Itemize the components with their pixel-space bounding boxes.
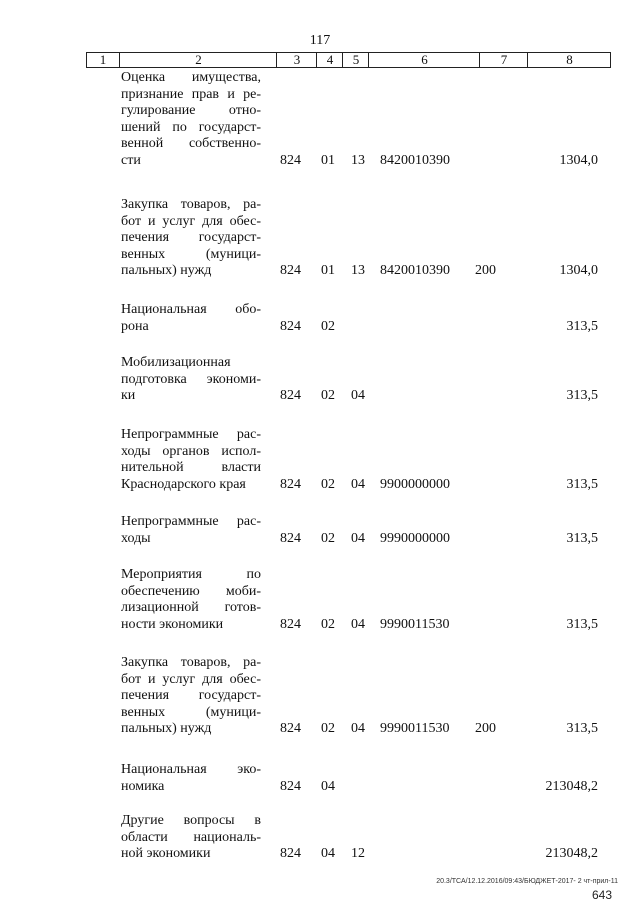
- cell-pr: 13: [351, 263, 365, 278]
- cell-rz: 02: [321, 616, 335, 632]
- description-line: бот и услуг для обес-: [121, 213, 261, 229]
- cell-sum: 1304,0: [559, 263, 598, 278]
- description-line: печения государст-: [121, 688, 261, 703]
- cell-pr: 04: [351, 616, 365, 632]
- cell-sum: 313,5: [566, 721, 598, 736]
- header-col-2: 2: [119, 53, 277, 67]
- header-col-4: 4: [316, 53, 343, 67]
- cell-sum: 213048,2: [545, 846, 598, 861]
- cell-sum: 313,5: [566, 476, 598, 492]
- description-line: Мероприятия по: [121, 567, 261, 582]
- cell-pr: 12: [351, 846, 365, 861]
- description-line: печения государст-: [121, 230, 261, 245]
- description-line: Непрограммные рас-: [121, 514, 261, 529]
- header-col-3: 3: [276, 53, 317, 67]
- description-line: пальных) нужд: [121, 263, 212, 278]
- row-description: [121, 762, 261, 795]
- cell-ved: 824: [280, 318, 301, 334]
- row-description: [121, 302, 261, 335]
- cell-ved: 824: [280, 152, 301, 168]
- page-number: 117: [309, 33, 331, 48]
- cell-ved: 824: [280, 616, 301, 632]
- description-line: области националь-: [121, 829, 261, 845]
- description-line: ной экономики: [121, 846, 211, 861]
- header-col-8: 8: [527, 53, 611, 67]
- description-line: ки: [121, 388, 136, 403]
- description-line: подготовка экономи-: [121, 371, 261, 387]
- description-line: признание прав и ре-: [121, 86, 261, 102]
- footer-page-number: 643: [591, 888, 612, 902]
- description-line: Непрограммные рас-: [121, 427, 261, 442]
- cell-rz: 02: [321, 388, 335, 403]
- description-line: Другие вопросы в: [121, 813, 261, 828]
- cell-ved: 824: [280, 476, 301, 492]
- cell-pr: 04: [351, 721, 365, 736]
- row-description: [121, 514, 261, 547]
- header-col-7: 7: [479, 53, 528, 67]
- header-col-6: 6: [368, 53, 480, 67]
- cell-sum: 1304,0: [559, 152, 598, 168]
- description-line: шений по государст-: [121, 119, 261, 135]
- description-line: рона: [121, 318, 149, 334]
- cell-sum: 313,5: [566, 318, 598, 334]
- cell-sum: 313,5: [566, 530, 598, 546]
- cell-ved: 824: [280, 778, 301, 794]
- row-description: [121, 655, 261, 738]
- description-line: ходы органов испол-: [121, 443, 261, 459]
- cell-rz: 02: [321, 476, 335, 492]
- header-col-5: 5: [342, 53, 369, 67]
- description-line: Краснодарского края: [121, 476, 246, 492]
- cell-pr: 13: [351, 152, 365, 168]
- description-line: Национальная обо-: [121, 302, 261, 317]
- description-line: Мобилизационная: [121, 355, 231, 370]
- description-line: Национальная эко-: [121, 762, 261, 777]
- description-line: венной собственно-: [121, 136, 261, 151]
- cell-sum: 313,5: [566, 388, 598, 403]
- cell-csr: 9900000000: [380, 476, 450, 492]
- cell-rz: 01: [321, 152, 335, 168]
- footer-stamp: 20.3/ТСА/12.12.2016/09:43/БЮДЖЕТ-2017- 2 чт-прил-11: [436, 878, 618, 885]
- row-description: [121, 427, 261, 493]
- cell-ved: 824: [280, 721, 301, 736]
- description-line: лизационной готов-: [121, 600, 261, 615]
- row-description: [121, 567, 261, 633]
- description-line: номика: [121, 778, 165, 794]
- cell-rz: 02: [321, 721, 335, 736]
- cell-csr: 9990000000: [380, 530, 450, 546]
- description-line: ходы: [121, 530, 151, 546]
- cell-rz: 04: [321, 846, 335, 861]
- table-header: [86, 52, 611, 68]
- description-line: венных (муници-: [121, 704, 261, 720]
- cell-rz: 02: [321, 530, 335, 546]
- header-col-1: 1: [99, 52, 107, 67]
- description-line: нительной власти: [121, 460, 261, 475]
- cell-ved: 824: [280, 530, 301, 546]
- cell-csr: 9990011530: [380, 721, 450, 736]
- cell-vr: 200: [475, 263, 496, 278]
- cell-ved: 824: [280, 263, 301, 278]
- description-line: бот и услуг для обес-: [121, 671, 261, 687]
- cell-pr: 04: [351, 476, 365, 492]
- cell-rz: 01: [321, 263, 335, 278]
- description-line: Оценка имущества,: [121, 70, 261, 85]
- description-line: гулирование отно-: [121, 103, 261, 118]
- cell-sum: 213048,2: [545, 778, 598, 794]
- description-line: Закупка товаров, ра-: [121, 197, 261, 212]
- description-line: ности экономики: [121, 616, 224, 632]
- row-description: [121, 813, 261, 863]
- cell-pr: 04: [351, 530, 365, 546]
- cell-csr: 9990011530: [380, 616, 450, 632]
- description-line: пальных) нужд: [121, 721, 212, 736]
- description-line: обеспечению моби-: [121, 583, 261, 599]
- cell-rz: 04: [321, 778, 335, 794]
- description-line: венных (муници-: [121, 246, 261, 262]
- cell-csr: 8420010390: [380, 152, 450, 168]
- cell-pr: 04: [351, 388, 365, 403]
- description-line: Закупка товаров, ра-: [121, 655, 261, 670]
- row-description: [121, 197, 261, 280]
- cell-vr: 200: [475, 721, 496, 736]
- row-description: [121, 70, 261, 169]
- cell-ved: 824: [280, 388, 301, 403]
- row-description: [121, 355, 261, 405]
- cell-ved: 824: [280, 846, 301, 861]
- cell-rz: 02: [321, 318, 335, 334]
- cell-csr: 8420010390: [380, 263, 450, 278]
- cell-sum: 313,5: [566, 616, 598, 632]
- description-line: сти: [121, 152, 141, 168]
